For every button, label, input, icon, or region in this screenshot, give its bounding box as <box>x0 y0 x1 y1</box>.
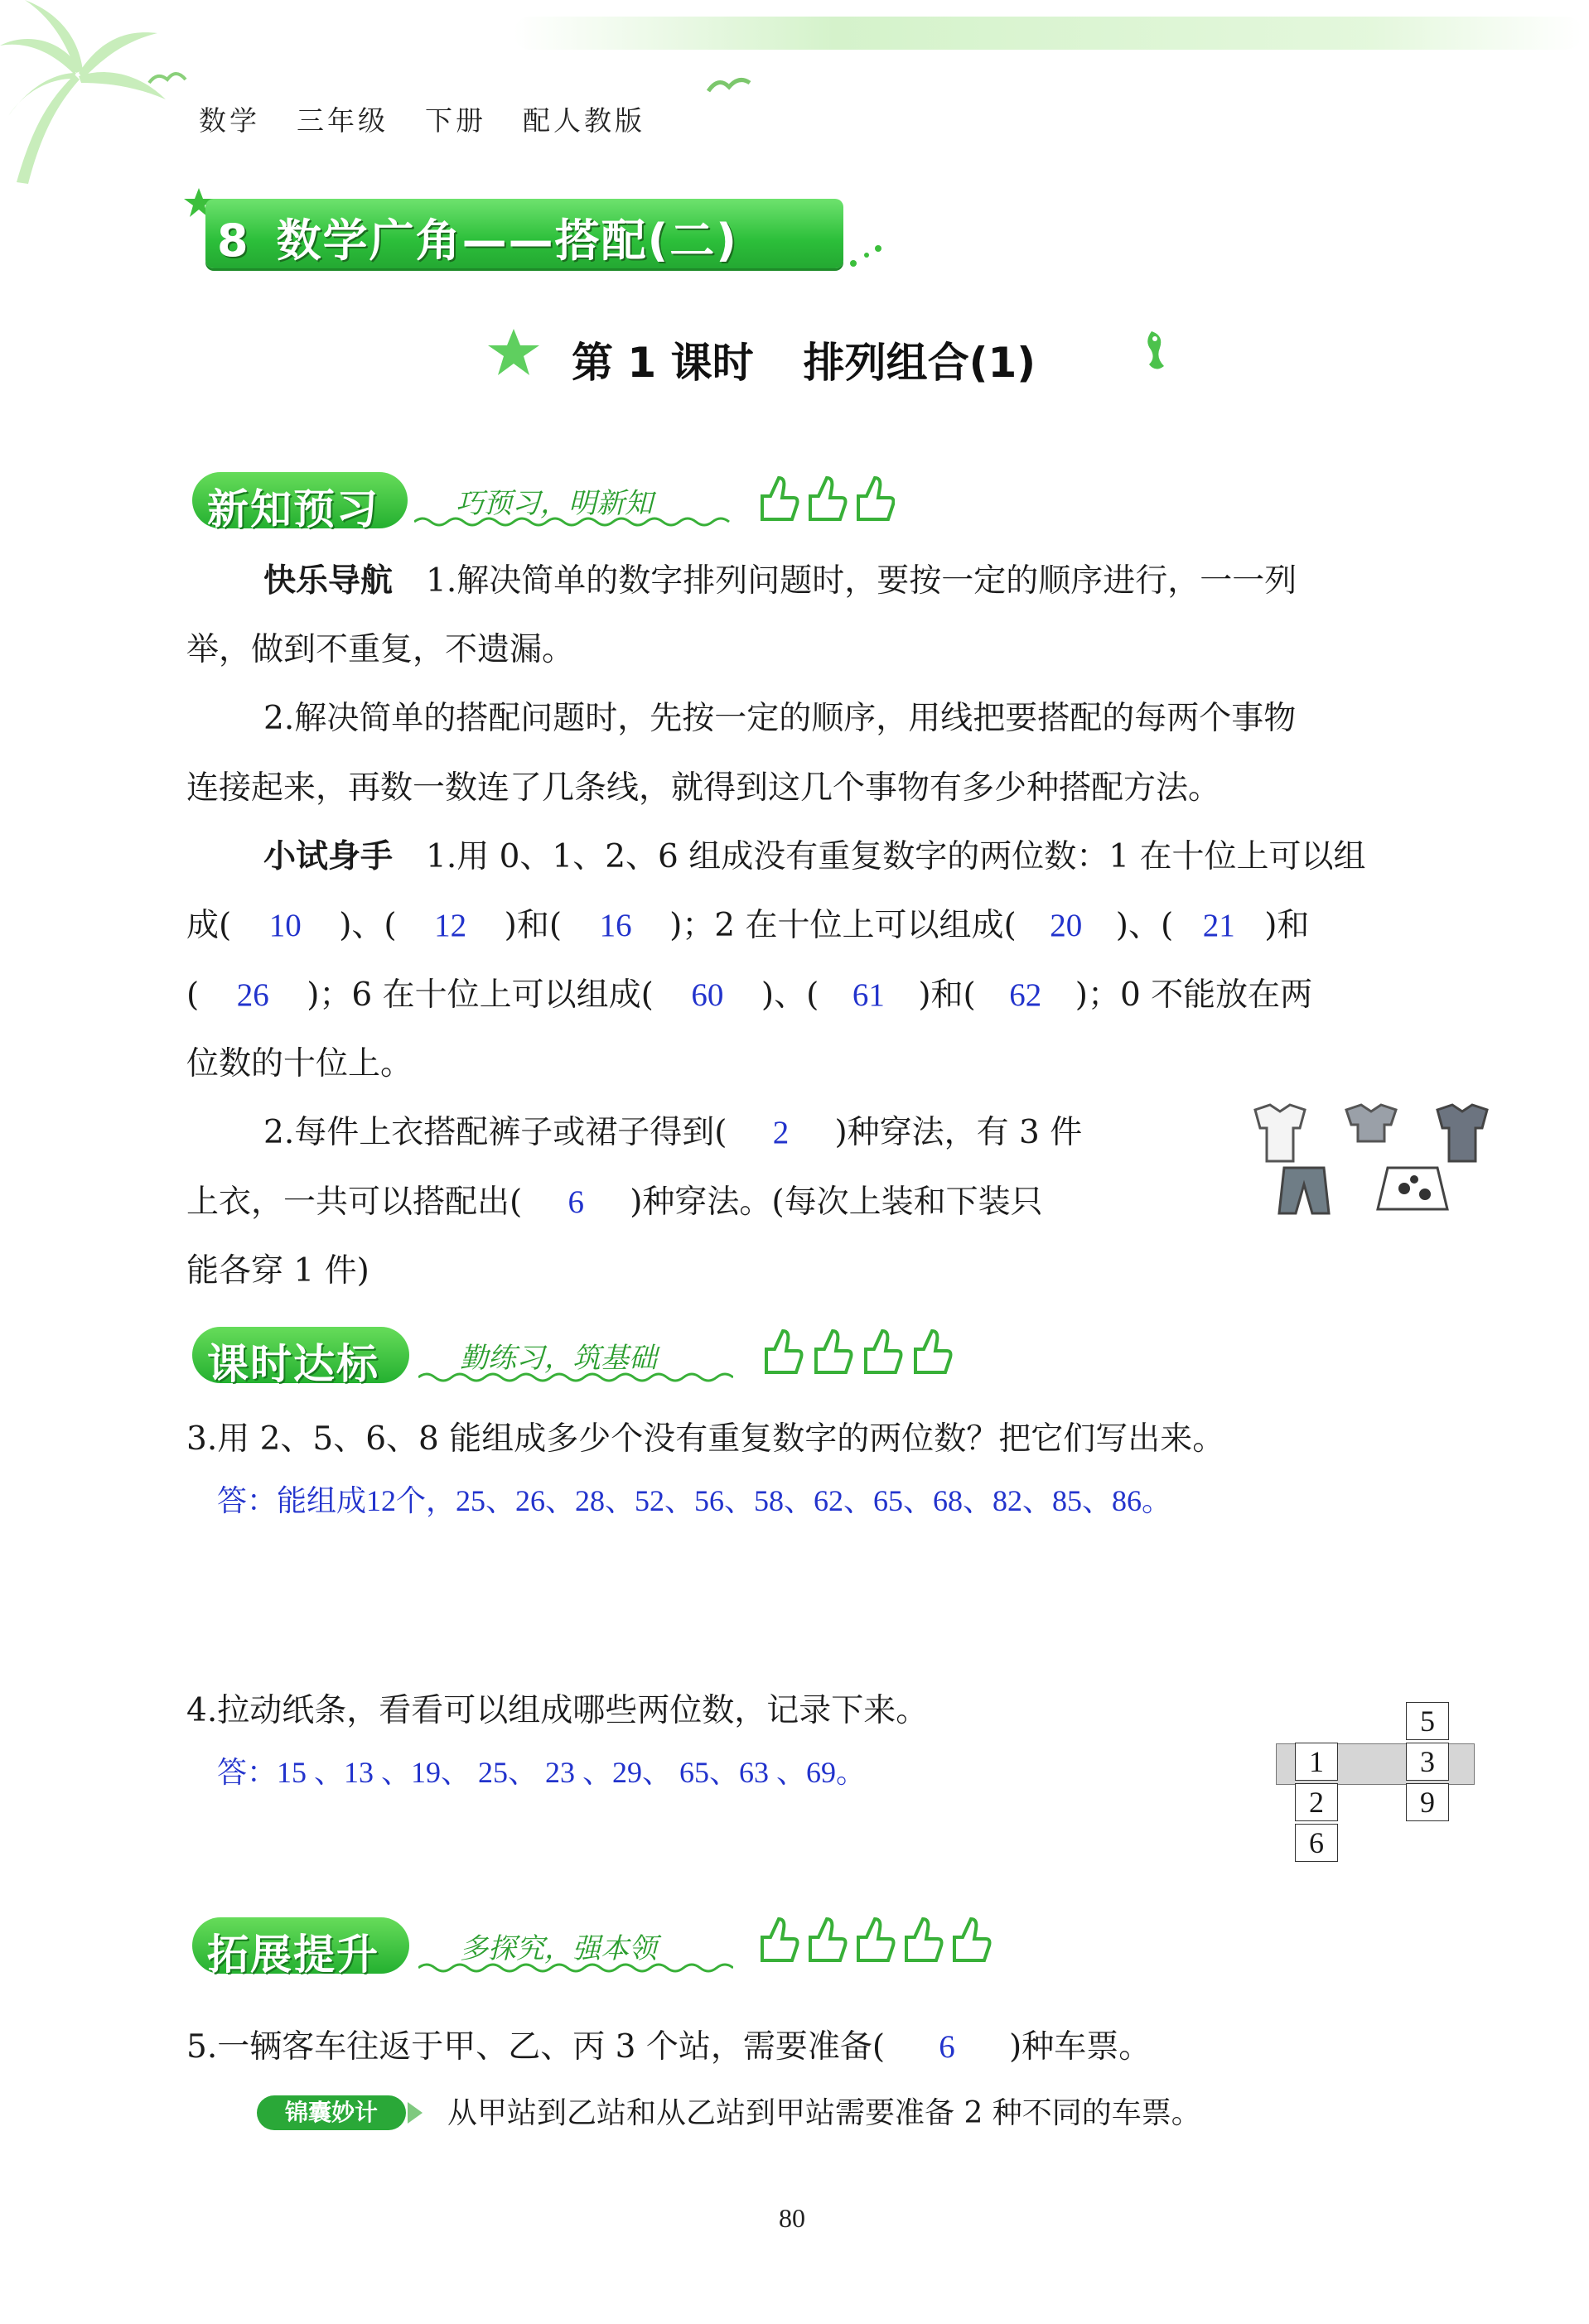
section-motto-preview: 巧预习，明新知 <box>456 487 653 520</box>
wavy-divider <box>414 515 737 528</box>
trial-q1-line3 <box>186 976 1313 1014</box>
text-fragment: )种穿法。(每次上装和下装只 <box>630 1184 1043 1221</box>
wavy-divider <box>418 1371 733 1384</box>
seahorse-icon <box>1127 327 1176 377</box>
trial-q1-text: 1.用 0、1、2、6 组成没有重复数字的两位数：1 在十位上可以组 <box>426 838 1366 875</box>
grade-label: 三年级 <box>297 104 389 137</box>
tip-badge: 锦囊妙计 <box>257 2095 406 2130</box>
section-motto-extend: 多探究，强本领 <box>460 1932 657 1965</box>
edition-label: 配人教版 <box>523 104 645 137</box>
trial-label: 小试身手 <box>263 838 394 875</box>
trial-q2-line2 <box>186 1186 1043 1219</box>
answer-blank: 2 <box>772 1115 790 1150</box>
lesson-name: 排列组合(1) <box>803 339 1036 387</box>
trial-q1-line1 <box>263 838 1366 875</box>
strip-cell: 9 <box>1406 1783 1449 1821</box>
answer-blank: 12 <box>434 908 467 943</box>
answer-blank: 21 <box>1202 908 1235 943</box>
starfish-icon <box>485 327 543 377</box>
top-decorative-band <box>514 17 1582 50</box>
book-header <box>199 99 645 138</box>
guide-p2-line2: 连接起来，再数一数连了几条线，就得到这几个事物有多少种搭配方法。 <box>186 769 1221 807</box>
pants-icon <box>1279 1168 1447 1213</box>
text-fragment: )种穿法，有 3 件 <box>834 1114 1083 1151</box>
strip-cell: 3 <box>1406 1743 1449 1781</box>
section-tag-preview-text: 新知预习 <box>207 485 379 533</box>
text-fragment: 成( <box>186 907 232 944</box>
palm-tree-decoration <box>0 0 215 199</box>
text-fragment: )和( <box>918 976 976 1014</box>
strip-cell: 1 <box>1295 1743 1338 1781</box>
answer-blank: 10 <box>268 908 302 943</box>
strip-cell: 5 <box>1406 1702 1449 1740</box>
unit-title-text: 数学广角——搭配(二) <box>276 215 738 267</box>
page-number: 80 <box>779 2203 805 2233</box>
thumbs-up-rating-icon <box>754 468 895 526</box>
section-tag-practice-text: 课时达标 <box>207 1340 379 1388</box>
bird-icon <box>704 70 754 104</box>
trial-q1-line4: 位数的十位上。 <box>186 1045 413 1082</box>
shirt-icon <box>1255 1105 1487 1161</box>
tip-arrow-icon <box>408 2102 423 2124</box>
subject-label: 数学 <box>199 104 260 137</box>
guide-p2-line1: 2.解决简单的搭配问题时，先按一定的顺序，用线把要搭配的每两个事物 <box>263 700 1297 737</box>
lesson-period: 第 1 课时 <box>572 339 754 387</box>
q4-text: 4.拉动纸条，看看可以组成哪些两位数，记录下来。 <box>186 1692 929 1729</box>
text-fragment: )、( <box>1115 907 1174 944</box>
guide-p1-line1: 1.解决简单的数字排列问题时，要按一定的顺序进行，一一列 <box>426 562 1297 600</box>
thumbs-up-rating-icon <box>758 1321 965 1379</box>
text-fragment: 上衣，一共可以搭配出( <box>186 1184 523 1221</box>
text-fragment: )；2 在十位上可以组成( <box>669 907 1017 944</box>
answer-blank: 60 <box>691 977 724 1013</box>
lesson-title <box>572 330 1036 389</box>
answer-blank: 6 <box>939 2029 955 2065</box>
section-tag-extend-text: 拓展提升 <box>207 1931 379 1979</box>
answer-blank: 16 <box>599 908 632 943</box>
q5-text <box>186 2028 1152 2066</box>
text-fragment: )、( <box>761 976 819 1014</box>
text-fragment: )和( <box>504 907 563 944</box>
answer-blank: 61 <box>852 977 885 1013</box>
guide-label: 快乐导航 <box>263 562 394 600</box>
tip-text: 从甲站到乙站和从乙站到甲站需要准备 2 种不同的车票。 <box>447 2096 1201 2130</box>
trial-q1-line2 <box>186 909 1309 943</box>
wavy-divider <box>418 1961 733 1974</box>
q4-answer: 答：15 、13 、19、 25、 23 、29、 65、63 、69。 <box>217 1756 867 1789</box>
guide-p1-line2: 举，做到不重复，不遗漏。 <box>186 631 575 668</box>
text-fragment: )；0 不能放在两 <box>1075 976 1313 1014</box>
guide-paragraph-1 <box>263 562 1297 600</box>
q3-answer: 答：能组成12个，25、26、28、52、56、58、62、65、68、82、85、86。 <box>217 1484 1172 1517</box>
volume-label: 下册 <box>425 104 486 137</box>
answer-blank: 20 <box>1050 908 1083 943</box>
text-fragment: )、( <box>339 907 397 944</box>
answer-blank: 62 <box>1009 977 1042 1013</box>
text-fragment: ( <box>186 976 200 1014</box>
section-motto-practice: 勤练习，筑基础 <box>460 1342 657 1375</box>
trial-q2-line3: 能各穿 1 件) <box>186 1252 369 1290</box>
clothes-illustration <box>1239 1102 1495 1217</box>
answer-blank: 26 <box>236 977 269 1013</box>
unit-number: 8 <box>217 215 250 267</box>
text-fragment: )和 <box>1264 907 1310 944</box>
trial-q2-line1 <box>263 1116 1082 1150</box>
answer-blank: 6 <box>568 1184 584 1220</box>
strip-cell: 2 <box>1295 1783 1338 1821</box>
text-fragment: 2.每件上衣搭配裤子或裙子得到( <box>263 1114 727 1151</box>
thumbs-up-rating-icon <box>754 1909 1002 1967</box>
q3-text: 3.用 2、5、6、8 能组成多少个没有重复数字的两位数？把它们写出来。 <box>186 1420 1225 1458</box>
small-stars-icon <box>845 240 886 273</box>
text-fragment: 5.一辆客车往返于甲、乙、丙 3 个站，需要准备( <box>186 2028 886 2066</box>
text-fragment: )；6 在十位上可以组成( <box>307 976 654 1014</box>
text-fragment: )种车票。 <box>1009 2028 1152 2066</box>
strip-cell: 6 <box>1295 1824 1338 1862</box>
unit-title <box>217 205 738 269</box>
